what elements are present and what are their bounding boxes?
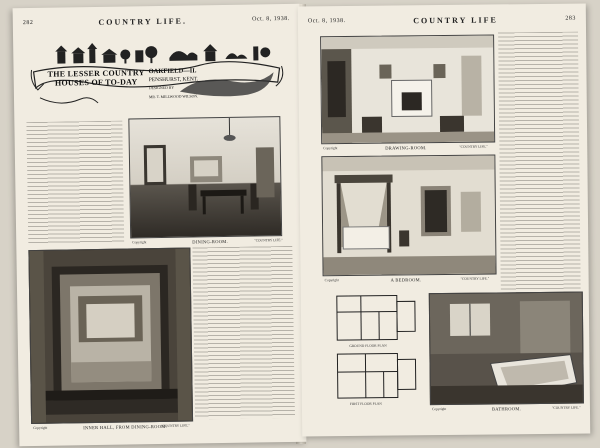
- house-name: OAKFIELD—II.: [148, 67, 197, 76]
- article-subtitle-block: [149, 66, 260, 101]
- dining-room-caption: DINING-ROOM.: [192, 238, 229, 245]
- bedroom-caption: A BEDROOM.: [390, 277, 422, 283]
- right-body-text: [498, 32, 581, 303]
- drawing-copyright: Copyright: [323, 146, 338, 151]
- right-date: Oct. 8, 1938.: [307, 18, 346, 25]
- house-location: PENSHURST, KENT.: [148, 75, 199, 83]
- ground-floor-plan-label: GROUND FLOOR PLAN: [349, 343, 387, 348]
- inner-hall-caption: INNER HALL, FROM DINING-ROOM.: [83, 423, 168, 431]
- article-title: THE LESSER COUNTRY HOUSES OF TO-DAY: [47, 68, 145, 88]
- right-magazine-title: COUNTRY LIFE: [413, 14, 498, 25]
- bathroom-caption: BATHROOM.: [491, 406, 522, 412]
- bedroom-credit: "COUNTRY LIFE.": [460, 276, 490, 281]
- drawing-credit: "COUNTRY LIFE.": [459, 144, 488, 149]
- architect-name: MR. T. MILLWOOD WILSON.: [148, 93, 199, 99]
- left-body-text-col2: [192, 246, 295, 420]
- drawing-room-caption: DRAWING-ROOM.: [385, 145, 427, 151]
- dining-copyright: Copyright: [132, 240, 147, 245]
- bathroom-copyright: Copyright: [431, 406, 447, 412]
- bedroom-copyright: Copyright: [324, 278, 339, 283]
- left-body-text-col1: [26, 121, 124, 244]
- bathroom-credit: "COUNTRY LIFE.": [551, 405, 581, 410]
- designed-by-label: DESIGNED BY: [148, 85, 175, 91]
- dining-credit: "COUNTRY LIFE.": [254, 238, 283, 243]
- left-page: [13, 4, 307, 446]
- hall-copyright: Copyright: [33, 425, 48, 431]
- bathroom-photo: [429, 292, 584, 406]
- bedroom-photo: [321, 154, 496, 276]
- dining-room-photo: [128, 116, 282, 238]
- first-floor-plan-label: FIRST FLOOR PLAN: [349, 401, 382, 406]
- left-page-number: 282: [22, 19, 34, 27]
- floor-plans: [325, 291, 424, 412]
- left-running-header: [23, 14, 290, 28]
- right-page: [298, 4, 590, 437]
- left-magazine-title: COUNTRY LIFE.: [98, 16, 188, 27]
- right-page-number: 283: [565, 15, 576, 22]
- left-date: Oct. 8, 1938.: [252, 15, 290, 23]
- right-running-header: [308, 14, 576, 27]
- drawing-room-photo: [320, 34, 495, 144]
- inner-hall-photo: [28, 248, 193, 425]
- hall-credit: "COUNTRY LIFE.": [161, 423, 190, 428]
